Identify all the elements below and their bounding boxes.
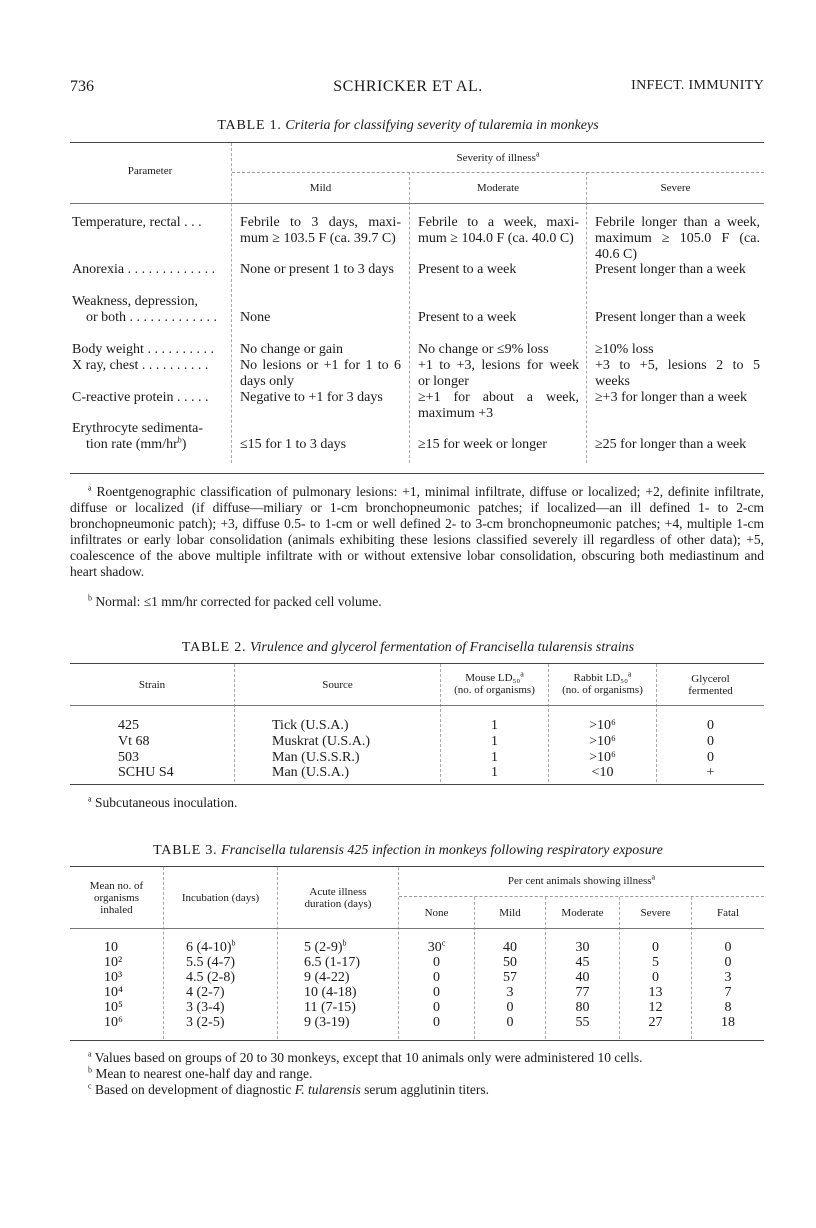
table2-rabbit: >10⁶ — [589, 718, 616, 733]
table2-mouse: 1 — [491, 718, 498, 733]
table3-none: 0 — [433, 985, 440, 1000]
table2-glycerol: 0 — [707, 718, 714, 733]
table1-severity-head: Severity of illness$^a$ — [456, 149, 540, 164]
table3-head-percent: Per cent animals showing illness$^a$ — [507, 872, 656, 887]
table3-acute: 5 $(2-9)^b$ — [304, 938, 347, 955]
table1-top-rule — [70, 142, 764, 143]
table2-source: Muskrat (U.S.A.) — [272, 734, 370, 749]
page-number: 736 — [70, 78, 94, 95]
table3-head-mean: Mean no. of organisms inhaled — [89, 880, 144, 916]
table3-title: Francisella tularensis 425 infection in monkeys following respiratory exposure — [221, 843, 663, 858]
table1-severe-temperature: Febrile longer than a week, maximum ≥ 105.0 F (ca. 40.6 C) — [595, 215, 760, 262]
table3-mean: 10⁵ — [104, 1000, 123, 1015]
table2-source: Man (U.S.A.) — [272, 765, 349, 780]
table1-divider-2 — [409, 172, 410, 463]
table2-glycerol: 0 — [707, 734, 714, 749]
table3-none: 0 — [433, 970, 440, 985]
table3-footnote-b: $^b$ Mean to nearest one-half day and range. — [88, 1065, 313, 1081]
table3-acute: 9 (4-22) — [304, 970, 350, 985]
table2-head-rule — [70, 705, 764, 706]
table3-none: 0 — [433, 955, 440, 970]
table1-moderate-weakness: Present to a week — [418, 310, 517, 325]
table3-fatal: 8 — [724, 1000, 732, 1015]
table3-subhead-rule — [399, 896, 764, 897]
table3-severe: 0 — [652, 970, 659, 985]
table1-col-severe: Severe — [660, 182, 691, 194]
table1-moderate-temperature: Febrile to a week, maxi-mum ≥ 104.0 F (ca. 40.0 C) — [418, 215, 579, 246]
table3-acute: 9 (3-19) — [304, 1015, 350, 1030]
table3-moderate: 77 — [575, 985, 590, 1000]
table3-incubation: 3 (2-5) — [186, 1015, 225, 1030]
table1-mild-anorexia: None or present 1 to 3 days — [240, 262, 394, 277]
table2-glycerol: 0 — [707, 750, 714, 765]
table1-moderate-esr: ≥15 for week or longer — [418, 437, 547, 452]
running-authors: SCHRICKER ET AL. — [333, 78, 483, 95]
table1-severe-xray: +3 to +5, lesions 2 to 5 weeks — [595, 358, 760, 389]
table1-param-weakness-2: or both . . . . . . . . . . . . . — [86, 310, 218, 325]
table1-param-esr-2: tion rate $(mm/hr^b)$ — [86, 435, 187, 452]
table2-strain: 425 — [118, 718, 139, 733]
table3-severe: 13 — [648, 985, 663, 1000]
table2-head-glycerol: Glycerol fermented — [688, 673, 733, 697]
table1-mild-temperature: Febrile to 3 days, maxi-mum ≥ 103.5 F (ca. 39.7 C) — [240, 215, 401, 246]
table1-severe-crp: ≥+3 for longer than a week — [595, 390, 748, 405]
table1-severe-weakness: Present longer than a week — [595, 310, 746, 325]
table3-incubation: 3 (3-4) — [186, 1000, 225, 1015]
table3-footnote-c: $^c$ Based on development of diagnostic F. tularensis serum agglutinin titers. — [88, 1081, 490, 1097]
table2-top-rule — [70, 663, 764, 664]
table1-bottom-rule — [70, 473, 764, 474]
table2-footnote-a: $^a$ Subcutaneous inoculation. — [88, 794, 238, 810]
table3-none: 30$^c$ — [427, 938, 446, 955]
table3-fatal: 0 — [724, 955, 732, 970]
table3-incubation: 6 $(4-10)^b$ — [186, 938, 236, 955]
table1-moderate-xray: +1 to +3, lesions for week or longer — [418, 358, 579, 389]
table1-moderate-crp: ≥+1 for about a week, maximum +3 — [418, 390, 579, 421]
table2-bottom-rule — [70, 784, 764, 785]
table2-head-mouse: Mouse LD₅₀$^a$ (no. of organisms) — [454, 669, 535, 696]
table3-head-incubation: Incubation (days) — [181, 892, 260, 904]
table1-subhead-rule — [232, 172, 764, 173]
table1-param-body-weight: Body weight . . . . . . . . . . — [72, 342, 214, 357]
table3-top-rule — [70, 866, 764, 867]
table3-col-fatal: Fatal — [717, 907, 739, 919]
table2-strain: 503 — [118, 750, 139, 765]
table2-mouse: 1 — [491, 750, 498, 765]
table3-col-mild: Mild — [499, 907, 521, 919]
table2-head-rabbit: Rabbit LD₅₀$^a$ (no. of organisms) — [562, 669, 643, 696]
table1-severe-esr: ≥25 for longer than a week — [595, 437, 747, 452]
table3-label: TABLE 3. — [153, 843, 218, 858]
table3-bottom-rule — [70, 1040, 764, 1041]
table3-moderate: 55 — [575, 1015, 590, 1030]
table3-mean: 10⁶ — [104, 1015, 123, 1030]
table2-head-strain: Strain — [138, 679, 166, 691]
table2-mouse: 1 — [491, 734, 498, 749]
table1-param-esr: Erythrocyte sedimenta- — [72, 421, 204, 436]
table1-mild-weakness: None — [240, 310, 271, 325]
table3-mean: 10 — [104, 940, 118, 955]
table3-col-moderate: Moderate — [561, 907, 604, 919]
table1-mild-crp: Negative to +1 for 3 days — [240, 390, 383, 405]
running-header — [0, 78, 816, 98]
table3-none: 0 — [433, 1015, 440, 1030]
table2-mouse: 1 — [491, 765, 498, 780]
table3-mean: 10² — [104, 955, 123, 970]
table3-moderate: 45 — [575, 955, 590, 970]
table1-footnote-b: $^b$ Normal: ≤1 mm/hr corrected for packed cell volume. — [88, 593, 382, 609]
table3-none: 0 — [433, 1000, 440, 1015]
table3-moderate: 80 — [575, 1000, 590, 1015]
table1-param-weakness: Weakness, depression, — [72, 294, 199, 309]
table3-mild: 57 — [503, 970, 517, 985]
table2-label: TABLE 2. — [181, 640, 247, 655]
table3-acute: 11 (7-15) — [304, 1000, 356, 1015]
table3-mild: 0 — [506, 1000, 514, 1015]
table3-moderate: 40 — [575, 970, 590, 985]
table3-severe: 5 — [652, 955, 659, 970]
table3-mild: 50 — [503, 955, 517, 970]
table1-mild-body-weight: No change or gain — [240, 342, 344, 357]
table2-strain: Vt 68 — [118, 734, 150, 749]
table3-moderate: 30 — [575, 940, 590, 955]
table3-fatal: 0 — [724, 940, 732, 955]
table3-col-none: None — [424, 907, 449, 919]
table1-param-xray: X ray, chest . . . . . . . . . . — [72, 358, 209, 373]
table2-title: Virulence and glycerol fermentation of Francisella tularensis strains — [250, 640, 635, 655]
table3-mild: 3 — [506, 985, 514, 1000]
table2-caption — [0, 640, 816, 656]
table2-source: Man (U.S.S.R.) — [272, 750, 360, 765]
table3-mild: 0 — [506, 1015, 514, 1030]
table2-rabbit: >10⁶ — [589, 734, 616, 749]
table1-head-rule — [70, 203, 764, 204]
table3-acute: 6.5 (1-17) — [304, 955, 360, 970]
table1-caption — [0, 118, 816, 134]
table3-severe: 0 — [652, 940, 659, 955]
table3-col-severe: Severe — [640, 907, 671, 919]
table1-footnote-a: $^a$ Roentgenographic classification of pulmonary lesions: +1, minimal infiltrate, diffuse or localized; +2, definite infiltrate, diffuse or localized (if diffuse—miliary or 1-cm bronchopneumonic patches; if localized—an ill defined 1- to 2-cm bronchopneumonic patch); +3, diffuse 0.5- to 1-cm or well defined 2- to 3-cm bronchopneumonic patches; +4, multiple 1-cm infiltrates or early lobar consolidation (animals exhibiting these lesions classified severely ill regardless of other data); +5, coalescence of the above multiple infiltrate with or without extensive lobar consolidation, obscuring both mediastinum and heart shadow. — [70, 483, 764, 579]
table2-rabbit: <10 — [591, 765, 614, 780]
table2-strain: SCHU S4 — [118, 765, 174, 780]
table1-param-crp: C-reactive protein . . . . . — [72, 390, 209, 405]
table2-glycerol: + — [706, 765, 715, 780]
table1-mild-xray: No lesions or +1 for 1 to 6 days only — [240, 358, 401, 389]
table1-param-anorexia: Anorexia . . . . . . . . . . . . . — [72, 262, 216, 277]
table2-head-source: Source — [322, 679, 353, 691]
table1-severe-body-weight: ≥10% loss — [595, 342, 654, 357]
table1-mild-esr: ≤15 for 1 to 3 days — [240, 437, 347, 452]
table1-col-mild: Mild — [309, 182, 332, 194]
table3-fatal: 7 — [724, 985, 732, 1000]
table3-mild: 40 — [503, 940, 517, 955]
table3-incubation: 5.5 (4-7) — [186, 955, 235, 970]
table3-incubation: 4.5 (2-8) — [186, 970, 235, 985]
table1-severe-anorexia: Present longer than a week — [595, 262, 746, 277]
table3-head-rule — [70, 928, 764, 929]
table3-incubation: 4 (2-7) — [186, 985, 225, 1000]
table1-param-head: Parameter — [127, 165, 173, 177]
table3-severe: 27 — [648, 1015, 663, 1030]
table2-source: Tick (U.S.A.) — [272, 718, 349, 733]
table2-rabbit: >10⁶ — [589, 750, 616, 765]
table1-col-moderate: Moderate — [476, 182, 520, 194]
table3-caption — [0, 843, 816, 859]
table1-label: TABLE 1. — [217, 118, 282, 133]
table1-moderate-anorexia: Present to a week — [418, 262, 517, 277]
table1-moderate-body-weight: No change or ≤9% loss — [418, 342, 549, 357]
table3-head-acute: Acute illness duration (days) — [304, 886, 372, 910]
table1-divider-3 — [586, 172, 587, 463]
table3-fatal: 3 — [724, 970, 732, 985]
table3-footnote-a: $^a$ Values based on groups of 20 to 30 monkeys, except that 10 animals only were administered 10 cells. — [88, 1049, 643, 1065]
table1-title: Criteria for classifying severity of tularemia in monkeys — [285, 118, 599, 133]
table3-severe: 12 — [648, 1000, 663, 1015]
table3-acute: 10 (4-18) — [304, 985, 357, 1000]
table3-fatal: 18 — [721, 1015, 735, 1030]
journal-name: INFECT. IMMUNITY — [631, 78, 764, 93]
table3-mean: 10³ — [104, 970, 123, 985]
table3-mean: 10⁴ — [104, 985, 123, 1000]
table1-param-temperature: Temperature, rectal . . . — [72, 215, 202, 230]
